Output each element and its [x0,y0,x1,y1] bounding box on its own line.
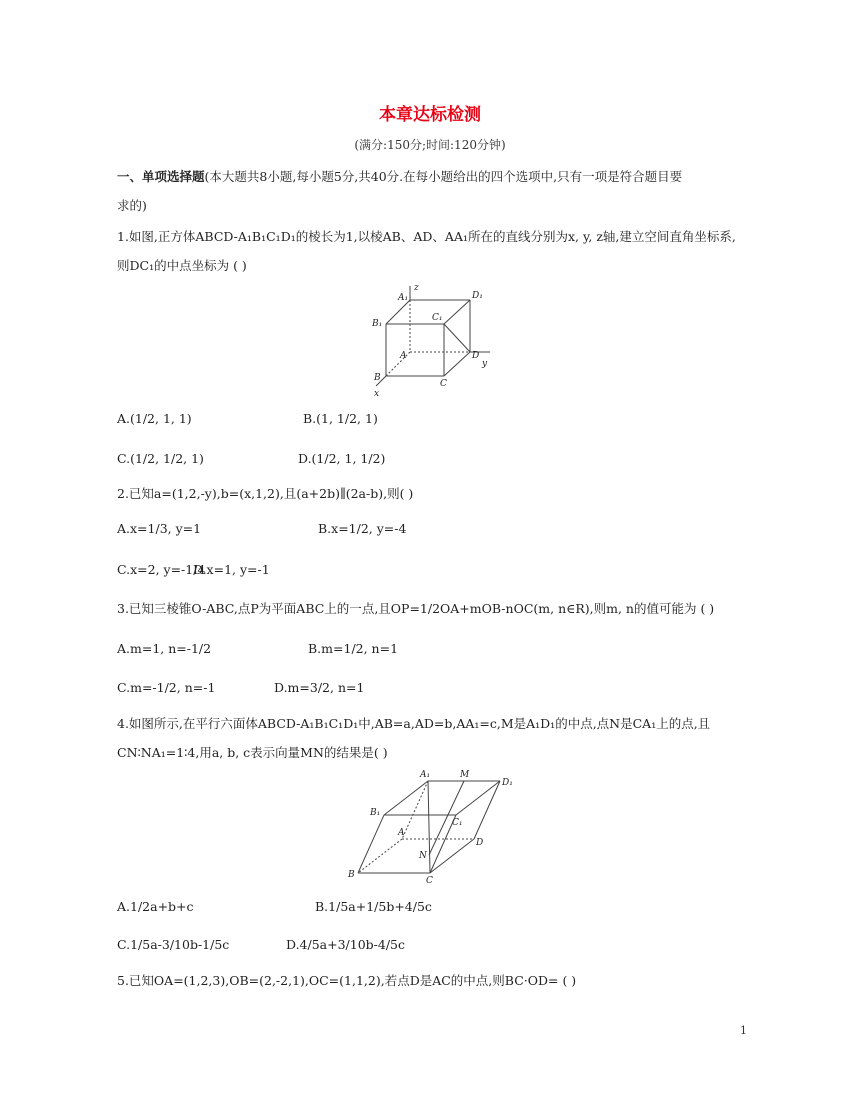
fig1-label-D1: D₁ [472,291,483,301]
fig1-label-C1: C₁ [432,313,443,323]
q5-stem: 5.已知OA=(1,2,3),OB=(2,-2,1),OC=(1,1,2),若点D是AC的中点,则BC·OD= ( ) [117,973,577,988]
fig1-label-A1: A₁ [398,293,409,303]
section-heading: 一、单项选择题 [117,169,205,184]
q3-option-c: C.m=-1/2, n=-1 [117,680,216,695]
q4-stem-line1: 4.如图所示,在平行六面体ABCD-A₁B₁C₁D₁中,AB=a,AD=b,AA₁=c,M是A₁D₁的中点,点N是CA₁上的点,且 [117,716,711,731]
q2-stem: 2.已知a=(1,2,-y),b=(x,1,2),且(a+2b)∥(2a-b),则( ) [117,486,414,501]
section-description: (本大题共8小题,每小题5分,共40分.在每小题给出的四个选项中,只有一项是符合题目要 [204,169,683,184]
q4-option-c: C.1/5a-3/10b-1/5c [117,937,230,952]
fig1-axis-y: y [482,359,488,369]
fig4-label-N: N [419,851,427,861]
fig1-label-A: A [400,351,407,361]
q2-option-c: C.x=2, y=-1/4 [117,562,206,577]
fig1-label-D: D [472,351,480,361]
q3-stem: 3.已知三棱锥O-ABC,点P为平面ABC上的一点,且OP=1/2OA+mOB-nOC(m, n∈R),则m, n的值可能为 ( ) [117,601,715,616]
q2-option-d: D.x=1, y=-1 [193,562,270,577]
q4-option-b: B.1/5a+1/5b+4/5c [315,899,432,914]
q3-option-d: D.m=3/2, n=1 [274,680,365,695]
fig4-label-D1: D₁ [502,778,513,788]
page-subtitle: (满分:150分;时间:120分钟) [354,138,506,152]
q1-option-a: A.(1/2, 1, 1) [117,411,192,426]
fig4-label-B: B [348,870,355,880]
q1-stem-line1: 1.如图,正方体ABCD-A₁B₁C₁D₁的棱长为1,以棱AB、AD、AA₁所在的直线分别为x, y, z轴,建立空间直角坐标系, [117,229,736,244]
fig4-label-D: D [476,838,484,848]
q2-option-a: A.x=1/3, y=1 [117,521,202,536]
page-title: 本章达标检测 [379,105,481,125]
q4-option-a: A.1/2a+b+c [117,899,194,914]
q1-option-d: D.(1/2, 1, 1/2) [298,451,386,466]
fig1-label-C: C [440,379,447,389]
cube-figure [360,280,520,400]
fig4-label-A: A [398,828,405,838]
fig4-label-C: C [426,876,433,885]
q3-option-b: B.m=1/2, n=1 [308,641,399,656]
page-number: 1 [740,1024,747,1037]
fig4-label-B1: B₁ [370,808,381,818]
fig4-label-M: M [460,770,470,780]
q4-option-d: D.4/5a+3/10b-4/5c [286,937,406,952]
fig1-label-B1: B₁ [372,319,383,329]
parallelepiped-figure [340,765,520,885]
fig4-label-C1: C₁ [452,818,463,828]
section-header [117,168,682,186]
q3-option-a: A.m=1, n=-1/2 [117,641,212,656]
fig1-axis-z: z [414,283,419,293]
q2-option-b: B.x=1/2, y=-4 [318,521,407,536]
section-description-cont: 求的) [117,198,147,213]
fig4-label-A1: A₁ [420,770,431,780]
q4-stem-line2: CN∶NA₁=1∶4,用a, b, c表示向量MN的结果是( ) [117,745,388,760]
q1-stem-line2: 则DC₁的中点坐标为 ( ) [117,258,247,273]
fig1-label-B: B [374,373,381,383]
q1-option-c: C.(1/2, 1/2, 1) [117,451,204,466]
fig1-axis-x: x [374,389,380,399]
q1-option-b: B.(1, 1/2, 1) [303,411,378,426]
